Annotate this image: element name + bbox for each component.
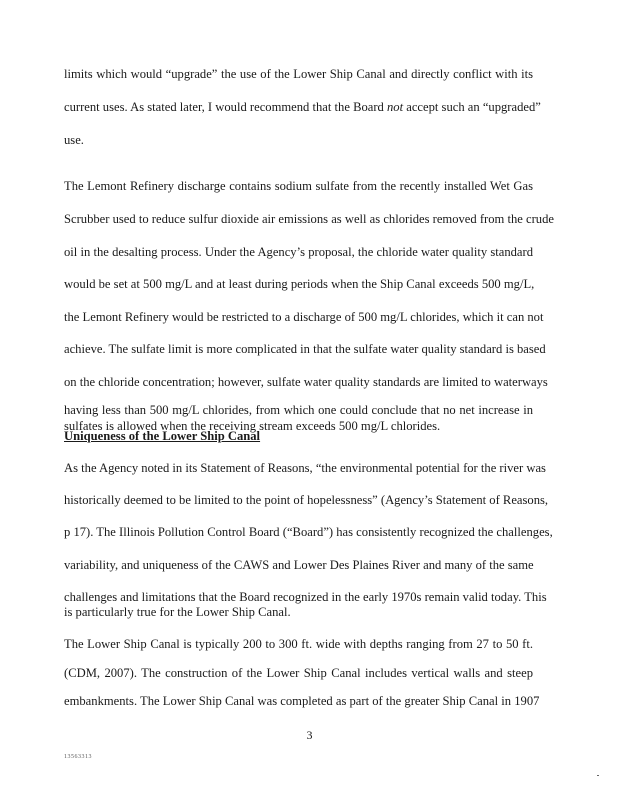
paragraph-4-line-3: embankments. The Lower Ship Canal was completed as part of the greater Ship Canal in 1907: [64, 694, 540, 708]
paragraph-4-line-1: The Lower Ship Canal is typically 200 to 300 ft. wide with depths ranging from 27 to 50 ft.: [64, 637, 533, 651]
paragraph-2-line-8: having less than 500 mg/L chlorides, from which one could conclude that no net increase in: [64, 403, 533, 417]
paragraph-2-line-1: The Lemont Refinery discharge contains sodium sulfate from the recently installed Wet Gas: [64, 179, 533, 193]
paragraph-2-line-7: on the chloride concentration; however, sulfate water quality standards are limited to waterways: [64, 375, 548, 389]
paragraph-3-line-3: p 17). The Illinois Pollution Control Board (“Board”) has consistently recognized the challenges,: [64, 525, 553, 539]
paragraph-1-line-3: use.: [64, 133, 84, 147]
paragraph-3-line-1: As the Agency noted in its Statement of Reasons, “the environmental potential for the river was: [64, 461, 546, 475]
paragraph-3-line-4: variability, and uniqueness of the CAWS and Lower Des Plaines River and many of the same: [64, 558, 534, 572]
paragraph-1-line-2: [64, 99, 541, 115]
paragraph-2-line-4: would be set at 500 mg/L and at least during periods when the Ship Canal exceeds 500 mg/L,: [64, 277, 535, 291]
paragraph-2-line-6: achieve. The sulfate limit is more complicated in that the sulfate water quality standard is based: [64, 342, 546, 356]
paragraph-1-line-1: limits which would “upgrade” the use of the Lower Ship Canal and directly conflict with its: [64, 67, 533, 81]
paragraph-2-line-9: sulfates is allowed when the receiving stream exceeds 500 mg/L chlorides.: [64, 419, 441, 433]
paragraph-3-line-6: is particularly true for the Lower Ship Canal.: [64, 605, 291, 619]
paragraph-1-line-2-tail: accept such an “upgraded”: [406, 100, 541, 114]
section-heading: Uniqueness of the Lower Ship Canal: [64, 429, 261, 443]
scan-mark: [597, 775, 599, 776]
document-code: 13563313: [64, 754, 92, 760]
emphasis-not: not: [387, 100, 404, 114]
paragraph-2-line-2: Scrubber used to reduce sulfur dioxide air emissions as well as chlorides removed from the crude: [64, 212, 554, 226]
paragraph-2-line-3: oil in the desalting process. Under the Agency’s proposal, the chloride water quality standard: [64, 245, 533, 259]
paragraph-3-line-2: historically deemed to be limited to the point of hopelessness” (Agency’s Statement of Reasons,: [64, 493, 549, 507]
page-number: 3: [306, 728, 313, 742]
paragraph-4-line-2: (CDM, 2007). The construction of the Lower Ship Canal includes vertical walls and steep: [64, 666, 533, 680]
paragraph-3-line-5: challenges and limitations that the Board recognized in the early 1970s remain valid today. This: [64, 590, 547, 604]
paragraph-1-line-2-text: current uses. As stated later, I would recommend that the Board: [64, 100, 384, 114]
paragraph-2-line-5: the Lemont Refinery would be restricted to a discharge of 500 mg/L chlorides, which it can not: [64, 310, 544, 324]
